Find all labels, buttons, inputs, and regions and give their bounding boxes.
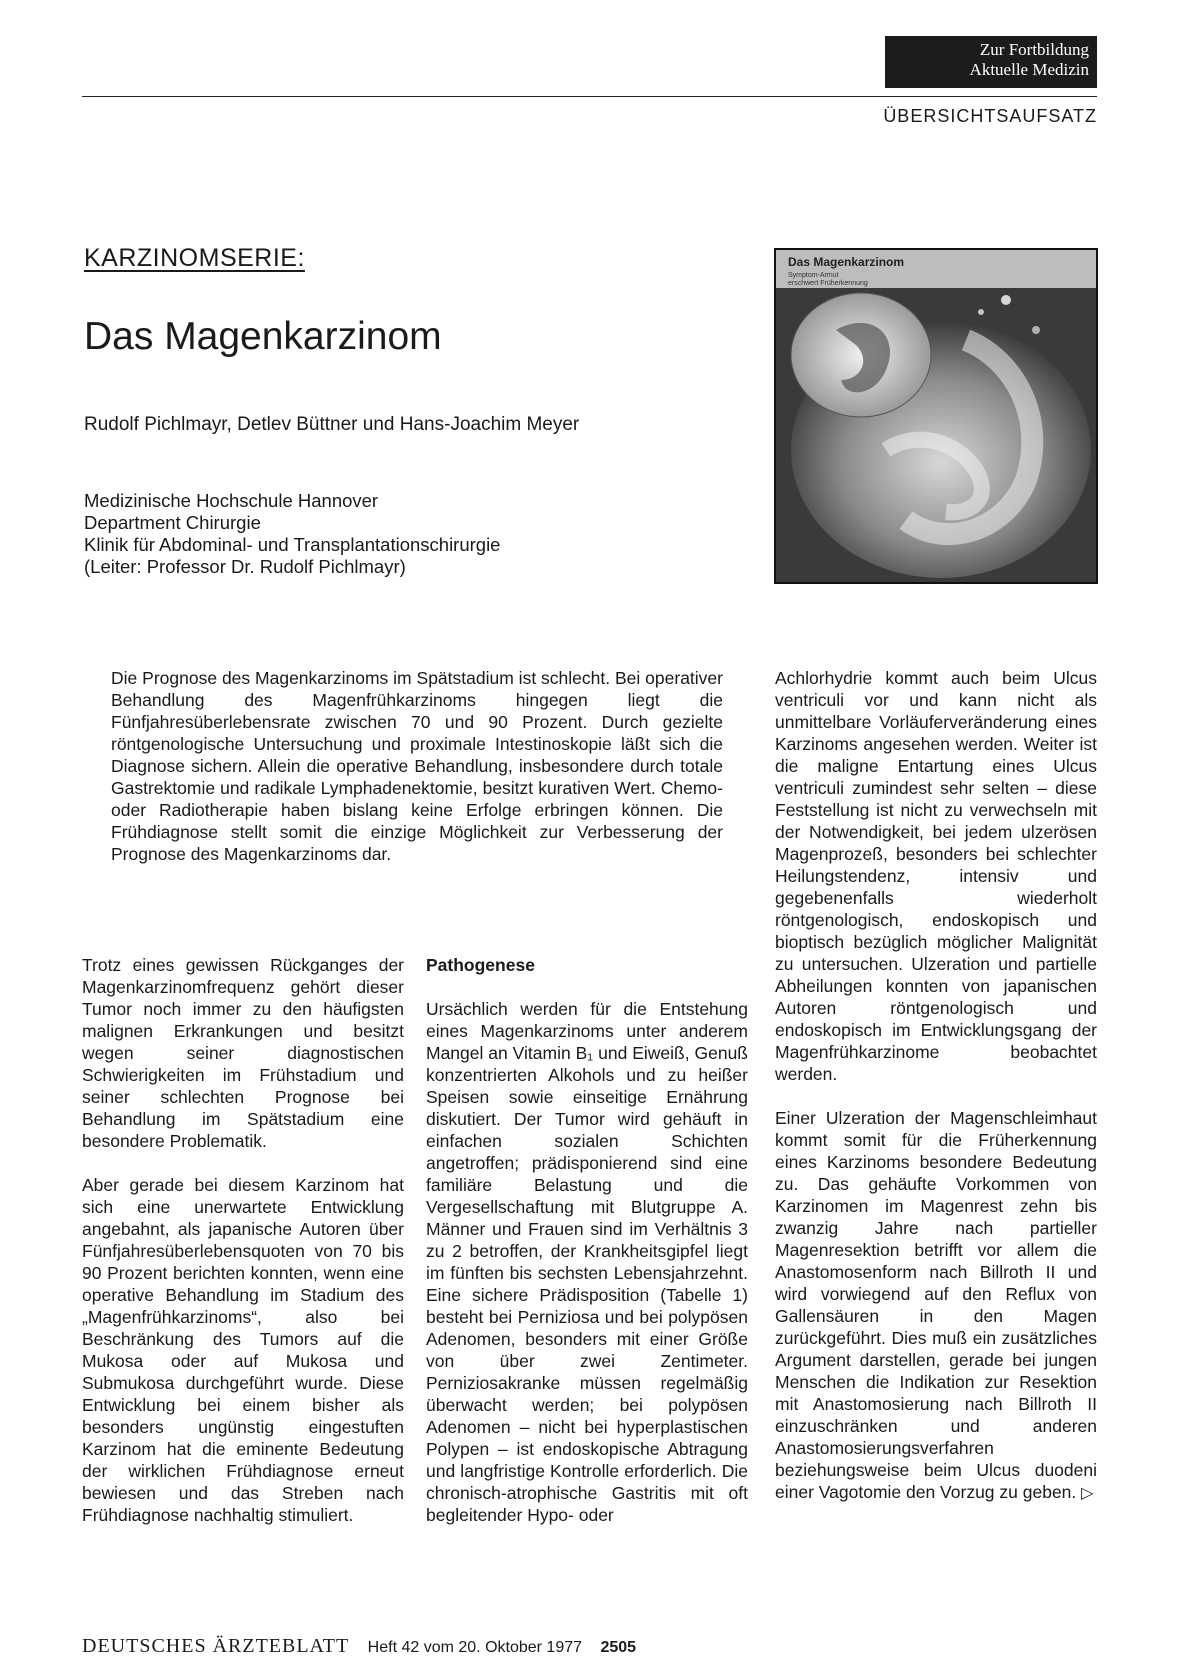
section-badge — [885, 36, 1097, 88]
authors: Rudolf Pichlmayr, Detlev Büttner und Hans-Joachim Meyer — [84, 414, 580, 435]
body-column-2 — [426, 954, 748, 1548]
badge-line-1: Zur Fortbildung — [979, 40, 1089, 59]
paragraph: Trotz eines gewissen Rückganges der Magenkarzinomfrequenz gehört dieser Tumor noch immer zu den häufigsten malignen Erkrankungen und besitzt wegen seiner diagnostischen Schwierigkeiten im Frühstadium und seiner schlechten Prognose bei Behandlung im Spätstadium eine besondere Problematik. — [82, 955, 404, 1151]
affiliation — [84, 490, 500, 578]
paragraph: Aber gerade bei diesem Karzinom hat sich eine unerwartete Entwicklung angebahnt, als japanische Autoren über Fünfjahresüberlebensquoten von 70 bis 90 Prozent berichten konnten, wenn eine operative Behandlung im Stadium des „Magenfrühkarzinoms“, also bei Beschränkung des Tumors auf die Mukosa oder auf Mukosa und Submukosa durchgeführt wurde. Diese Entwicklung bei einem bisher als besonders ungünstig eingestuften Karzinom hat die eminente Bedeutung der wirklichen Frühdiagnose erneut bewiesen und das Streben nach Frühdiagnose nachhaltig stimuliert. — [82, 1175, 404, 1525]
body-column-1 — [82, 954, 404, 1548]
page-number: 2505 — [600, 1639, 637, 1656]
abstract: Die Prognose des Magenkarzinoms im Spätstadium ist schlecht. Bei operativer Behandlung des Magenfrühkarzinoms hingegen liegt die Fünfjahresüberlebensrate zwischen 70 und 90 Prozent. Durch gezielte röntgenologische Untersuchung und proximale Intestinoskopie läßt sich die Diagnose sichern. Allein die operative Behandlung, insbesondere durch totale Gastrektomie und radikale Lymphadenektomie, besitzt kurativen Wert. Chemo- oder Radiotherapie haben bislang keine Erfolge erbringen können. Die Frühdiagnose stellt somit die einzige Möglichkeit zur Verbesserung der Prognose des Magenkarzinoms dar. — [111, 668, 723, 864]
badge-line-2: Aktuelle Medizin — [969, 60, 1089, 79]
affiliation-line: Department Chirurgie — [84, 512, 261, 533]
series-label: KARZINOMSERIE: — [84, 244, 305, 272]
affiliation-line: Klinik für Abdominal- und Transplantationschirurgie — [84, 534, 501, 555]
issue-info: Heft 42 vom 20. Oktober 1977 — [367, 1639, 583, 1656]
section-label: ÜBERSICHTSAUFSATZ — [883, 106, 1097, 126]
figure-subtitle-1: Symptom-Armut — [788, 272, 839, 279]
body-column-3 — [775, 667, 1097, 1527]
section-heading-pathogenese: Pathogenese — [426, 955, 535, 975]
affiliation-line: (Leiter: Professor Dr. Rudolf Pichlmayr) — [84, 556, 406, 577]
header-rule — [82, 96, 1097, 97]
article-title: Das Magenkarzinom — [84, 315, 442, 358]
figure-subtitle-2: erschwert Früherkennung — [788, 280, 868, 287]
journal-name: DEUTSCHES ÄRZTEBLATT — [82, 1635, 350, 1657]
continue-arrow-icon: ▷ — [1081, 1485, 1094, 1502]
paragraph: Ursächlich werden für die Entstehung eines Magenkarzinoms unter anderem Mangel an Vitamin B₁ und Eiweiß, Genuß konzentrierten Alkohols und zu heißer Speisen sowie einseitige Ernährung diskutiert. Der Tumor wird gehäuft in einfachen sozialen Schichten angetroffen; prädisponierend sind eine familiäre Belastung und die Vergesellschaftung mit Blutgruppe A. Männer und Frauen sind im Verhältnis 3 zu 2 betroffen, der Krankheitsgipfel liegt im fünften bis sechsten Lebensjahrzehnt. Eine sichere Prädisposition (Tabelle 1) besteht bei Perniziosa und bei polypösen Adenomen, besonders mit einer Größe von über zwei Zentimeter. Perniziosakranke müssen regelmäßig überwacht werden; bei polypösen Adenomen – nicht bei hyperplastischen Polypen – ist endoskopische Abtragung und langfristige Kontrolle erforderlich. Die chronisch-atrophische Gastritis mit oft begleitender Hypo- oder — [426, 999, 748, 1525]
page-footer — [82, 1635, 1097, 1658]
paragraph — [775, 1107, 1097, 1505]
xray-image — [776, 250, 1096, 582]
cover-illustration — [774, 248, 1098, 584]
paragraph: Achlorhydrie kommt auch beim Ulcus ventriculi vor und kann nicht als unmittelbare Vorläuferveränderung eines Karzinoms angesehen werden. Weiter ist die maligne Entartung eines Ulcus ventriculi zumindest sehr selten – diese Feststellung ist nicht zu verwechseln mit der Notwendigkeit, bei jedem ulzerösen Magenprozeß, besonders bei schlechter Heilungstendenz, intensiv und gegebenenfalls wiederholt röntgenologisch, endoskopisch und bioptisch bezüglich möglicher Malignität zu untersuchen. Ulzeration und partielle Abheilungen konnten von japanischen Autoren röntgenologisch und endoskopisch im Entwicklungsgang der Magenfrühkarzinome beobachtet werden. — [775, 668, 1097, 1084]
figure-title: Das Magenkarzinom — [788, 255, 905, 269]
paragraph-text: Einer Ulzeration der Magenschleimhaut kommt somit für die Früherkennung eines Karzinoms besondere Bedeutung zu. Das gehäufte Vorkommen von Karzinomen im Magenrest zehn bis zwanzig Jahre nach partieller Magenresektion betrifft vor allem die Anastomosenform nach Billroth II und wird vorwiegend auf den Reflux von Gallensäuren in den Magen zurückgeführt. Dies muß ein zusätzliches Argument darstellen, gerade bei jungen Menschen die Indikation zur Resektion mit Anastomosierung nach Billroth II einzuschränken und anderen Anastomosierungsverfahren beziehungsweise beim Ulcus duodeni einer Vagotomie den Vorzug zu geben. — [775, 1108, 1097, 1502]
affiliation-line: Medizinische Hochschule Hannover — [84, 490, 379, 511]
